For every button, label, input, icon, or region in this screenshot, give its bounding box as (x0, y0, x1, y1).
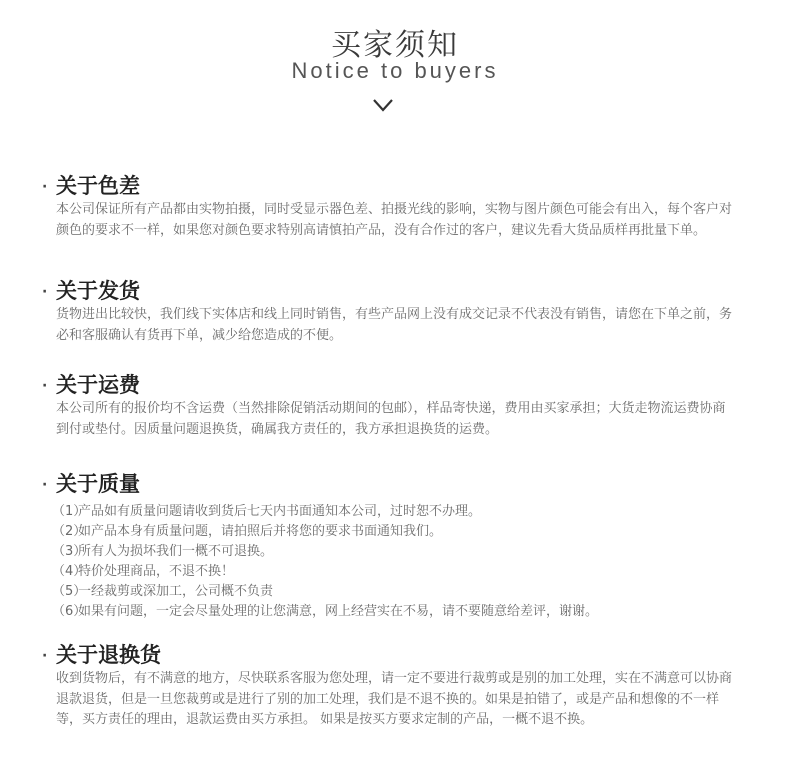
section-body: 本公司所有的报价均不含运费（当然排除促销活动期间的包邮），样品寄快递，费用由买家承担；大货走物流运费协商到付或垫付。因质量问题退换货，确属我方责任的，我方承担退换货的运费。 (56, 401, 726, 437)
section-body: 货物进出比较快，我们线下实体店和线上同时销售，有些产品网上没有成交记录不代表没有销售，请您在下单之前，务必和客服确认有货再下单，减少给您造成的不便。 (56, 307, 733, 343)
bullet-dot: · (42, 477, 48, 493)
list-item: （2）如产品本身有质量问题，请拍照后并将您的要求书面通知我们。 (52, 524, 443, 539)
section-body: 本公司保证所有产品都由实物拍摄，同时受显示器色差、拍摄光线的影响，实物与图片颜色可能会有出入，每个客户对颜色的要求不一样，如果您对颜色要求特别高请慎拍产品，没有合作过的客户，建议先看大货品质样再批量下单。 (56, 202, 733, 238)
bullet-dot: · (42, 378, 48, 394)
page-title: 买家须知 (331, 28, 459, 63)
list-item: （6）如果有问题，一定会尽量处理的让您满意，网上经营实在不易，请不要随意给差评，谢谢。 (52, 604, 599, 619)
list-item: （5）一经裁剪或深加工，公司概不负责 (52, 584, 274, 599)
section-title: 关于发货 (56, 279, 140, 303)
chevron-down-icon (373, 98, 393, 112)
quality-list (52, 502, 742, 622)
section-shipping (42, 277, 742, 346)
section-body: 收到货物后，有不满意的地方，尽快联系客服为您处理，请一定不要进行裁剪或是别的加工处理，实在不满意可以协商退款退货，但是一旦您裁剪或是进行了别的加工处理，我们是不退不换的。如果是拍错了，或是产品和想像的不一样等，买方责任的理由，退款运费由买方承担。 如果是按买方要求定制的产品，一概不退不换。 (56, 671, 733, 727)
list-item: （3）所有人为损坏我们一概不可退换。 (52, 544, 274, 559)
section-returns (42, 641, 742, 731)
bullet-dot: · (42, 179, 48, 195)
section-color-difference (42, 172, 742, 241)
section-title: 关于质量 (56, 472, 140, 496)
section-title: 关于运费 (56, 373, 140, 397)
section-freight (42, 371, 742, 440)
section-title: 关于色差 (56, 174, 140, 198)
section-quality (42, 470, 742, 622)
bullet-dot: · (42, 284, 48, 300)
bullet-dot: · (42, 648, 48, 664)
section-title: 关于退换货 (56, 643, 161, 667)
list-item: （1）产品如有质量问题请收到货后七天内书面通知本公司，过时恕不办理。 (52, 504, 482, 519)
list-item: （4）特价处理商品，不退不换！ (52, 564, 235, 579)
page-subtitle: Notice to buyers (291, 58, 499, 83)
